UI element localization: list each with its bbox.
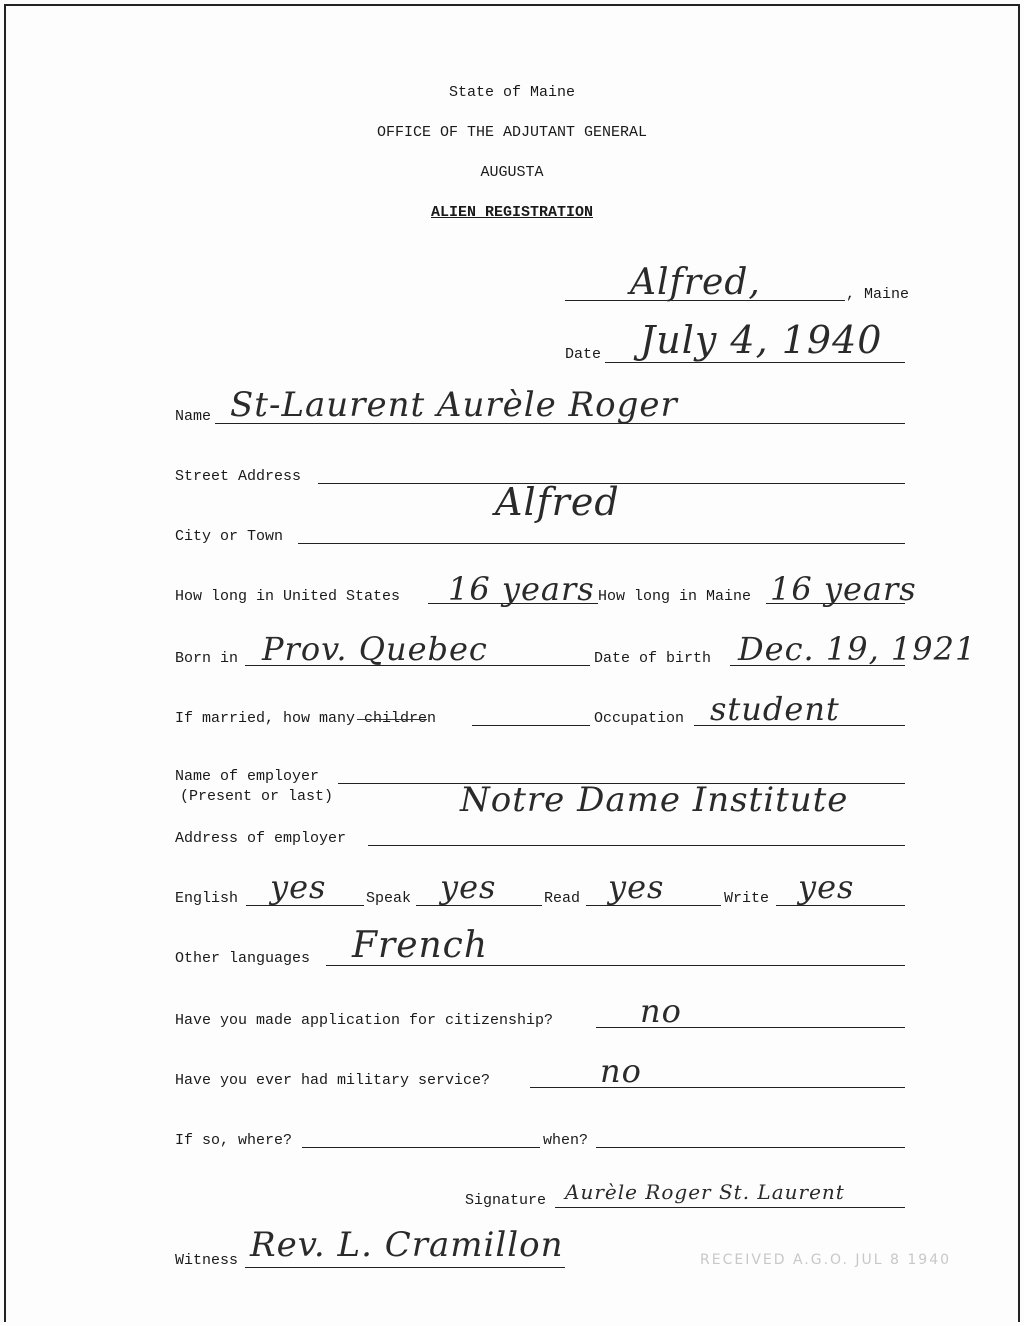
office-heading: OFFICE OF THE ADJUTANT GENERAL xyxy=(376,124,648,141)
military-line xyxy=(530,1087,905,1088)
form-title: ALIEN REGISTRATION xyxy=(430,204,594,221)
read-label: Read xyxy=(544,890,581,907)
date-value: July 4, 1940 xyxy=(640,318,883,362)
married-strike xyxy=(357,719,427,720)
married-label: If married, how many children xyxy=(175,710,437,727)
citizenship-label: Have you made application for citizenship? xyxy=(175,1012,554,1029)
signature-label: Signature xyxy=(465,1192,547,1209)
where-label: If so, where? xyxy=(175,1132,293,1149)
military-label: Have you ever had military service? xyxy=(175,1072,491,1089)
witness-value: Rev. L. Cramillon xyxy=(250,1225,564,1265)
married-line xyxy=(472,725,590,726)
name-label: Name xyxy=(175,408,212,425)
citizenship-value: no xyxy=(640,992,682,1030)
employer-value: Notre Dame Institute xyxy=(460,780,849,820)
born-in-label: Born in xyxy=(175,650,239,667)
years-us-value: 16 years xyxy=(448,570,595,608)
other-languages-value: French xyxy=(352,925,489,966)
occupation-value: student xyxy=(710,690,840,728)
speak-value: yes xyxy=(440,868,497,906)
when-line xyxy=(596,1147,905,1148)
dob-value: Dec. 19, 1921 xyxy=(738,630,977,668)
city-value: Alfred xyxy=(495,480,620,524)
years-us-label: How long in United States xyxy=(175,588,401,605)
dob-label: Date of birth xyxy=(594,650,712,667)
born-in-value: Prov. Quebec xyxy=(262,630,488,668)
signature-line xyxy=(555,1207,905,1208)
received-stamp: RECEIVED A.G.O. JUL 8 1940 xyxy=(700,1252,952,1268)
years-maine-value: 16 years xyxy=(770,570,917,608)
employer-note: (Present or last) xyxy=(180,788,334,805)
where-line xyxy=(302,1147,540,1148)
write-value: yes xyxy=(798,868,855,906)
date-line xyxy=(605,362,905,363)
occupation-label: Occupation xyxy=(594,710,685,727)
other-languages-label: Other languages xyxy=(175,950,311,967)
witness-line xyxy=(245,1267,565,1268)
when-label: when? xyxy=(543,1132,589,1149)
speak-label: Speak xyxy=(366,890,412,907)
street-label: Street Address xyxy=(175,468,302,485)
write-label: Write xyxy=(724,890,770,907)
years-maine-label: How long in Maine xyxy=(598,588,752,605)
name-value: St-Laurent Aurèle Roger xyxy=(230,385,678,425)
town-value: Alfred, xyxy=(630,262,761,303)
date-label: Date xyxy=(565,346,602,363)
read-value: yes xyxy=(608,868,665,906)
maine-label: , Maine xyxy=(846,286,910,303)
witness-label: Witness xyxy=(175,1252,239,1269)
military-value: no xyxy=(600,1052,642,1090)
employer-address-label: Address of employer xyxy=(175,830,347,847)
state-heading: State of Maine xyxy=(448,84,576,101)
city-line xyxy=(298,543,905,544)
city-heading: AUGUSTA xyxy=(480,164,544,181)
signature-value: Aurèle Roger St. Laurent xyxy=(565,1180,845,1204)
english-value: yes xyxy=(270,868,327,906)
city-label: City or Town xyxy=(175,528,284,545)
english-label: English xyxy=(175,890,239,907)
employer-label: Name of employer xyxy=(175,768,320,785)
employer-address-line xyxy=(368,845,905,846)
